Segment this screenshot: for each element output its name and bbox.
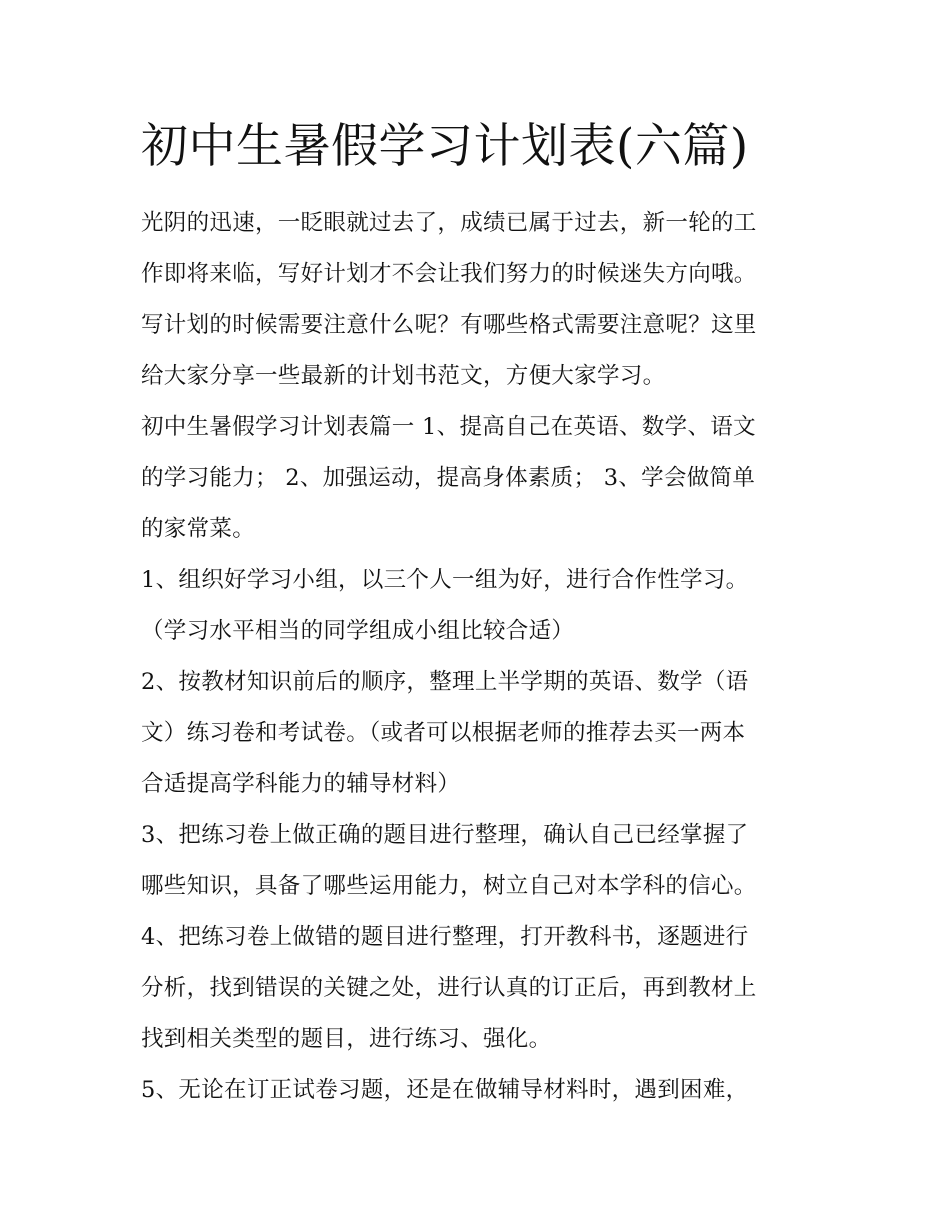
text-line: （学习水平相当的同学组成小组比较合适）: [141, 618, 575, 644]
text-line: 的家常菜。: [141, 516, 256, 542]
text-line: 2、按教材知识前后的顺序，整理上半学期的英语、数学（语: [141, 669, 749, 695]
text-line: 的学习能力； 2、加强运动，提高身体素质； 3、学会做简单: [141, 465, 756, 491]
text-line: 光阴的迅速，一眨眼就过去了，成绩已属于过去，新一轮的工: [141, 210, 757, 236]
text-line: 作即将来临，写好计划才不会让我们努力的时候迷失方向哦。: [141, 261, 757, 287]
text-line: 合适提高学科能力的辅导材料）: [141, 771, 461, 797]
text-line: 初中生暑假学习计划表篇一 1、提高自己在英语、数学、语文: [141, 414, 756, 440]
text-line: 1、组织好学习小组，以三个人一组为好，进行合作性学习。: [141, 567, 749, 593]
text-line: 5、无论在订正试卷习题，还是在做辅导材料时，遇到困难，: [141, 1077, 749, 1103]
page-title: 初中生暑假学习计划表(六篇): [141, 119, 749, 174]
text-line: 3、把练习卷上做正确的题目进行整理，确认自己已经掌握了: [141, 822, 749, 848]
text-line: 给大家分享一些最新的计划书范文，方便大家学习。: [141, 363, 666, 389]
text-line: 写计划的时候需要注意什么呢？有哪些格式需要注意呢？这里: [141, 312, 757, 338]
text-line: 找到相关类型的题目，进行练习、强化。: [141, 1026, 552, 1052]
text-line: 哪些知识，具备了哪些运用能力，树立自己对本学科的信心。: [141, 873, 757, 899]
text-line: 分析，找到错误的关键之处，进行认真的订正后，再到教材上: [141, 975, 757, 1001]
document-body: [141, 198, 821, 1116]
text-line: 文）练习卷和考试卷。（或者可以根据老师的推荐去买一两本: [141, 720, 746, 746]
text-line: 4、把练习卷上做错的题目进行整理，打开教科书，逐题进行: [141, 924, 749, 950]
